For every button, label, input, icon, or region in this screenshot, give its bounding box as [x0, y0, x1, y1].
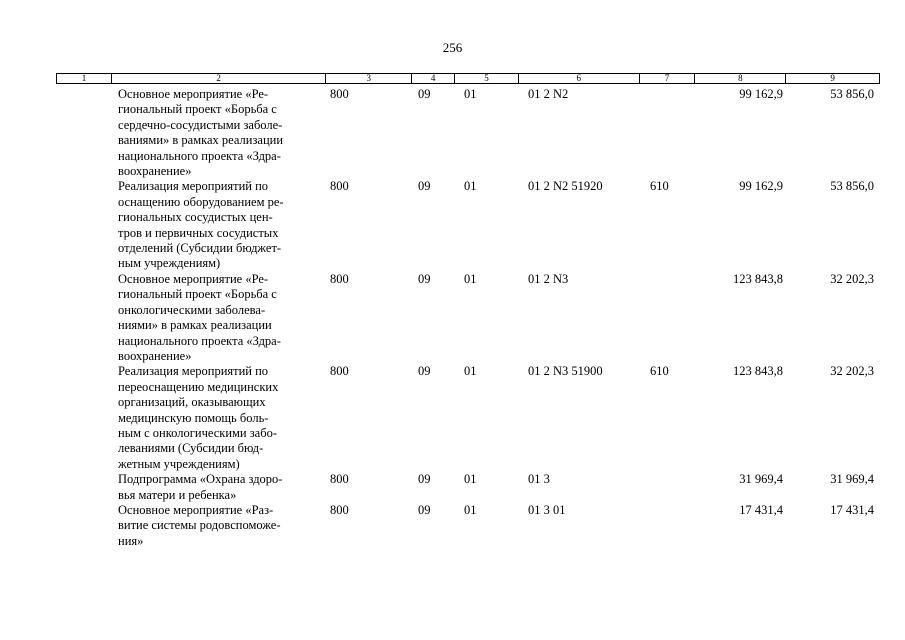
target-article-code: 01 2 N3 51900: [528, 364, 603, 379]
page-number: 256: [442, 40, 463, 55]
description-line: организаций, оказывающих: [118, 395, 266, 410]
table-row: [0, 364, 905, 472]
description-line: онкологическими заболева-: [118, 302, 266, 317]
table-row: [0, 272, 905, 364]
section-code: 09: [418, 364, 431, 379]
description-line: ным с онкологическими забо-: [118, 425, 278, 440]
header-col-8: 8: [695, 74, 786, 83]
description-line: вья матери и ребенка»: [118, 487, 237, 502]
ministry-code: 800: [330, 179, 349, 194]
description-line: гиональный проект «Борьба с: [118, 102, 277, 117]
header-col-6: 6: [519, 74, 640, 83]
description-line: воохранение»: [118, 164, 192, 179]
subsection-code: 01: [464, 502, 477, 517]
section-code: 09: [418, 179, 431, 194]
target-article-code: 01 2 N2 51920: [528, 179, 603, 194]
ministry-code: 800: [330, 87, 349, 101]
row-description: [118, 272, 328, 364]
description-line: ния»: [118, 533, 144, 548]
subsection-code: 01: [464, 87, 477, 101]
subsection-code: 01: [464, 472, 477, 487]
amount-col-8: 31 969,4: [739, 472, 783, 487]
row-description: [118, 179, 328, 271]
header-col-4: 4: [412, 74, 455, 83]
row-description: [118, 364, 328, 472]
ministry-code: 800: [330, 271, 349, 286]
description-line: национального проекта «Здра-: [118, 148, 281, 163]
header-col-9: 9: [830, 73, 835, 83]
description-line: ниями» в рамках реализации: [118, 318, 272, 333]
description-line: жетным учреждениям): [118, 456, 240, 471]
description-line: оснащению оборудованием ре-: [118, 194, 284, 209]
description-line: Основное мероприятие «Раз-: [118, 502, 274, 517]
header-col-7: 7: [640, 74, 696, 83]
description-line: гиональных сосудистых цен-: [118, 210, 273, 225]
table-row: [0, 503, 905, 549]
subsection-code: 01: [464, 179, 477, 194]
description-line: воохранение»: [118, 348, 192, 363]
section-code: 09: [418, 472, 431, 487]
header-col-3: 3: [326, 74, 412, 83]
amount-col-8: 99 162,9: [739, 179, 783, 194]
header-col-1: 1: [57, 74, 112, 83]
description-line: гиональный проект «Борьба с: [118, 287, 277, 302]
target-article-code: 01 3 01: [528, 502, 566, 517]
subsection-code: 01: [464, 364, 477, 379]
ministry-code: 800: [330, 364, 349, 379]
section-code: 09: [418, 271, 431, 286]
description-line: Подпрограмма «Охрана здоро-: [118, 472, 283, 487]
description-line: ным учреждениям): [118, 256, 221, 271]
section-code: 09: [418, 87, 431, 101]
amount-col-9: 32 202,3: [830, 271, 874, 286]
table-body: [0, 87, 905, 549]
row-description: [118, 503, 328, 549]
table-header-row: [56, 73, 880, 84]
target-article-code: 01 3: [528, 472, 550, 487]
description-line: национального проекта «Здра-: [118, 333, 281, 348]
description-line: Основное мероприятие «Ре-: [118, 271, 269, 286]
description-line: медицинскую помощь боль-: [118, 410, 269, 425]
subsection-code: 01: [464, 271, 477, 286]
row-description: [118, 87, 328, 179]
target-article-code: 01 2 N2: [528, 87, 569, 101]
ministry-code: 800: [330, 502, 349, 517]
ministry-code: 800: [330, 472, 349, 487]
amount-col-9: 53 856,0: [830, 87, 874, 101]
description-line: переоснащению медицинских: [118, 379, 279, 394]
header-col-2: 2: [112, 74, 326, 83]
description-line: отделений (Субсидии бюджет-: [118, 241, 282, 256]
amount-col-8: 123 843,8: [733, 271, 783, 286]
description-line: Реализация мероприятий по: [118, 364, 269, 379]
description-line: тров и первичных сосудистых: [118, 225, 279, 240]
amount-col-9: 31 969,4: [830, 472, 874, 487]
table-row: [0, 87, 905, 179]
description-line: сердечно-сосудистыми заболе-: [118, 117, 283, 132]
description-line: Основное мероприятие «Ре-: [118, 87, 269, 101]
amount-col-9: 32 202,3: [830, 364, 874, 379]
description-line: леваниями (Субсидии бюд-: [118, 441, 264, 456]
table-row: [0, 179, 905, 271]
amount-col-8: 17 431,4: [739, 502, 783, 517]
amount-col-8: 123 843,8: [733, 364, 783, 379]
header-col-5: 5: [455, 74, 519, 83]
amount-col-8: 99 162,9: [739, 87, 783, 101]
amount-col-9: 17 431,4: [830, 502, 874, 517]
description-line: Реализация мероприятий по: [118, 179, 269, 194]
expense-type-code: 610: [650, 179, 669, 194]
row-description: [118, 472, 328, 503]
target-article-code: 01 2 N3: [528, 271, 569, 286]
description-line: витие системы родовспоможе-: [118, 518, 281, 533]
section-code: 09: [418, 502, 431, 517]
expense-type-code: 610: [650, 364, 669, 379]
description-line: ваниями» в рамках реализации: [118, 133, 284, 148]
amount-col-9: 53 856,0: [830, 179, 874, 194]
table-row: [0, 472, 905, 503]
